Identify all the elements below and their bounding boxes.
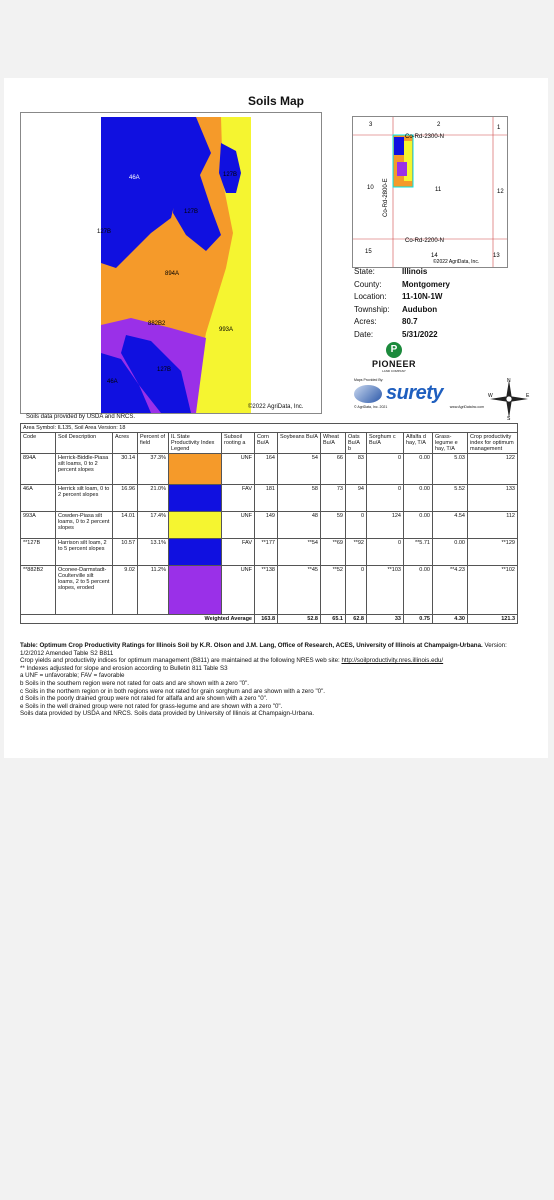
cell-pct: 13.1% [138, 539, 169, 566]
cell-code: **127B [21, 539, 56, 566]
cell-cpi: 112 [468, 512, 518, 539]
cell-acres: 30.14 [113, 454, 138, 485]
col-header: Soybeans Bu/A [278, 433, 321, 454]
cell-cpi: 122 [468, 454, 518, 485]
col-header: Grass-legume e hay, T/A [433, 433, 468, 454]
soil-polygons [101, 117, 251, 413]
info-value: Illinois [402, 267, 428, 276]
info-value: 5/31/2022 [402, 329, 438, 339]
map-label: 127B [97, 229, 112, 235]
compass-s: S [507, 416, 511, 420]
road-label: Co-Rd-2800-E [383, 178, 389, 217]
location-map [352, 116, 508, 268]
table-row [21, 512, 518, 539]
cell-oats: 0 [346, 566, 367, 615]
cell-subsoil: UNF [222, 454, 255, 485]
compass-n: N [507, 378, 511, 384]
section-number: 13 [493, 253, 500, 259]
area-symbol: Area Symbol: IL135, Soil Area Version: 18 [21, 424, 518, 433]
avg-soy: 52.8 [278, 615, 321, 624]
map-label: 882B2 [148, 321, 166, 327]
cell-sorghum: 124 [367, 512, 404, 539]
surety-logo [354, 378, 484, 409]
note-line: b Soils in the southern region were not rated for oats and are shown with a zero "0". [20, 679, 249, 687]
cell-sorghum: **103 [367, 566, 404, 615]
avg-sorghum: 33 [367, 615, 404, 624]
section-number: 12 [497, 189, 504, 195]
col-header: Acres [113, 433, 138, 454]
cell-desc: Harrison silt loam, 2 to 5 percent slopes [56, 539, 113, 566]
legend-swatch [169, 485, 222, 512]
info-key: Acres: [354, 317, 377, 327]
map-label: 46A [129, 175, 140, 181]
road-label: Co-Rd-2200-N [405, 238, 445, 244]
road-label: Co-Rd-2300-N [405, 134, 445, 140]
info-key: Location: [354, 292, 387, 302]
cell-code: **882B2 [21, 566, 56, 615]
cell-wheat: **69 [321, 539, 346, 566]
cell-soy: 58 [278, 485, 321, 512]
note-line: Soils data provided by USDA and NRCS. Soils data provided by University of Illinois at Champaign-Urbana. [20, 710, 315, 718]
pioneer-sub: LAND COMPANY [382, 369, 406, 373]
col-header: Percent of field [138, 433, 169, 454]
surety-copyright: © AgriData, Inc. 2021 [354, 405, 388, 409]
map-label: 127B [223, 172, 238, 178]
col-header: Subsoil rooting a [222, 433, 255, 454]
cell-oats: 94 [346, 485, 367, 512]
note-line: c Soils in the northern region or in both regions were not rated for grain sorghum and are shown with a zero "0". [20, 687, 325, 695]
notes-crop-yields: Crop yields and productivity indices for optimum management (B811) are maintained at the following NRES web site: [20, 657, 342, 665]
info-key: Date: [354, 329, 374, 339]
col-header: Sorghum c Bu/A [367, 433, 404, 454]
cell-corn: 164 [255, 454, 278, 485]
cell-corn: **138 [255, 566, 278, 615]
section-number: 14 [431, 253, 438, 259]
cell-cpi: **102 [468, 566, 518, 615]
cell-corn: 181 [255, 485, 278, 512]
cell-wheat: 59 [321, 512, 346, 539]
cell-grass: 5.03 [433, 454, 468, 485]
section-number: 11 [435, 187, 442, 193]
compass-w: W [488, 393, 493, 399]
cell-acres: 10.57 [113, 539, 138, 566]
cell-corn: **177 [255, 539, 278, 566]
cell-acres: 14.01 [113, 512, 138, 539]
cell-oats: 83 [346, 454, 367, 485]
cell-alfalfa: **5.71 [404, 539, 433, 566]
col-header: Corn Bu/A [255, 433, 278, 454]
cell-soy: **54 [278, 539, 321, 566]
pioneer-logo [354, 342, 434, 373]
cell-sorghum: 0 [367, 485, 404, 512]
legend-swatch [169, 512, 222, 539]
col-header: Oats Bu/A b [346, 433, 367, 454]
soil-map [20, 112, 322, 414]
cell-pct: 21.0% [138, 485, 169, 512]
cell-subsoil: FAV [222, 539, 255, 566]
cell-code: 993A [21, 512, 56, 539]
cell-alfalfa: 0.00 [404, 485, 433, 512]
field-info [354, 266, 450, 342]
surety-name: surety [386, 382, 444, 404]
avg-alfalfa: 0.75 [404, 615, 433, 624]
section-number: 1 [497, 125, 501, 131]
page-title: Soils Map [247, 94, 304, 108]
soil-table [20, 423, 518, 624]
table-row [21, 454, 518, 485]
cell-alfalfa: 0.00 [404, 454, 433, 485]
note-line: d Soils in the poorly drained group were not rated for alfalfa and are shown with a zero "0". [20, 695, 268, 703]
note-line: e Soils in the well drained group were not rated for grass-legume and are shown with a zero "0". [20, 702, 283, 710]
cell-alfalfa: 0.00 [404, 512, 433, 539]
col-header: IL State Productivity Index Legend [169, 433, 222, 454]
cell-acres: 16.96 [113, 485, 138, 512]
avg-corn: 163.8 [255, 615, 278, 624]
section-number: 10 [367, 185, 374, 191]
weighted-average-row [21, 615, 518, 624]
cell-pct: 11.2% [138, 566, 169, 615]
notes-title: Table: Optimum Crop Productivity Ratings for Illinois Soil by K.R. Olson and J.M. Lang, Office of Research, ACES, University of Illinois at Champaign-Urbana. [20, 642, 483, 649]
cell-soy: **45 [278, 566, 321, 615]
col-header: Code [21, 433, 56, 454]
col-header: Crop productivity index for optimum management [468, 433, 518, 454]
cell-desc: Herrick silt loam, 0 to 2 percent slopes [56, 485, 113, 512]
avg-cpi: 121.3 [468, 615, 518, 624]
cell-cpi: **129 [468, 539, 518, 566]
location-copyright: ©2022 AgriData, Inc. [433, 259, 480, 265]
map-source: Soils data provided by USDA and NRCS. [26, 414, 136, 420]
table-notes [20, 642, 532, 718]
cell-sorghum: 0 [367, 539, 404, 566]
nres-link[interactable]: http://soilproductivity.nres.illinois.edu/ [341, 657, 444, 665]
cell-code: 46A [21, 485, 56, 512]
cell-desc: Oconee-Darmstadt-Coulterville silt loams, 2 to 5 percent slopes, eroded [56, 566, 113, 615]
table-row [21, 485, 518, 512]
cell-subsoil: UNF [222, 566, 255, 615]
cell-subsoil: FAV [222, 485, 255, 512]
info-value: 80.7 [402, 317, 418, 327]
cell-desc: Herrick-Biddle-Piasa silt loams, 0 to 2 percent slopes [56, 454, 113, 485]
legend-swatch [169, 566, 222, 615]
compass-e: E [526, 393, 530, 399]
section-number: 15 [365, 249, 372, 255]
map-label: 46A [107, 379, 118, 385]
cell-grass: 4.54 [433, 512, 468, 539]
map-label: 993A [219, 327, 234, 333]
globe-icon [354, 385, 382, 403]
cell-pct: 37.3% [138, 454, 169, 485]
cell-soy: 48 [278, 512, 321, 539]
cell-pct: 17.4% [138, 512, 169, 539]
avg-oats: 62.8 [346, 615, 367, 624]
maps-provided-by: Maps Provided By: [354, 378, 384, 382]
report-sheet [4, 78, 548, 758]
cell-cpi: 133 [468, 485, 518, 512]
cell-desc: Cowden-Piasa silt loams, 0 to 2 percent slopes [56, 512, 113, 539]
cell-oats: **92 [346, 539, 367, 566]
cell-acres: 9.02 [113, 566, 138, 615]
cell-oats: 0 [346, 512, 367, 539]
info-key: State: [354, 267, 375, 276]
legend-swatch [169, 539, 222, 566]
table-row [21, 539, 518, 566]
cell-corn: 149 [255, 512, 278, 539]
map-copyright: ©2022 AgriData, Inc. [248, 404, 304, 410]
map-label: 894A [165, 271, 180, 277]
note-line: ** Indexes adjusted for slope and erosion according to Bulletin 811 Table S3 [20, 664, 228, 672]
avg-wheat: 65.1 [321, 615, 346, 624]
cell-subsoil: UNF [222, 512, 255, 539]
cell-grass: 0.00 [433, 539, 468, 566]
info-value: Montgomery [402, 279, 450, 289]
table-header-row [21, 433, 518, 454]
table-row [21, 566, 518, 615]
cell-soy: 54 [278, 454, 321, 485]
cell-alfalfa: 0.00 [404, 566, 433, 615]
info-key: Township: [354, 304, 390, 314]
col-header: Wheat Bu/A [321, 433, 346, 454]
compass-rose-icon [488, 378, 530, 420]
map-label: 127B [157, 367, 172, 373]
info-value: 11-10N-1W [402, 292, 443, 302]
cell-wheat: 66 [321, 454, 346, 485]
col-header: Alfalfa d hay, T/A [404, 433, 433, 454]
cell-wheat: **52 [321, 566, 346, 615]
info-key: County: [354, 279, 382, 289]
avg-grass: 4.30 [433, 615, 468, 624]
info-value: Audubon [402, 304, 438, 314]
cell-sorghum: 0 [367, 454, 404, 485]
cell-wheat: 73 [321, 485, 346, 512]
surety-url: www.AgriDataInc.com [449, 405, 484, 409]
map-label: 127B [184, 209, 199, 215]
cell-code: 894A [21, 454, 56, 485]
pioneer-name: PIONEER [371, 359, 416, 369]
weighted-label: Weighted Average [21, 615, 255, 624]
cell-grass: **4.23 [433, 566, 468, 615]
note-line: a UNF = unfavorable; FAV = favorable [20, 672, 125, 680]
col-header: Soil Description [56, 433, 113, 454]
section-number: 3 [369, 122, 373, 128]
section-number: 2 [437, 122, 441, 128]
cell-grass: 5.52 [433, 485, 468, 512]
pioneer-p-icon: P [386, 342, 402, 358]
legend-swatch [169, 454, 222, 485]
notes-version: Version: 1/2/2012 Amended Table S2 B811 [20, 642, 507, 657]
